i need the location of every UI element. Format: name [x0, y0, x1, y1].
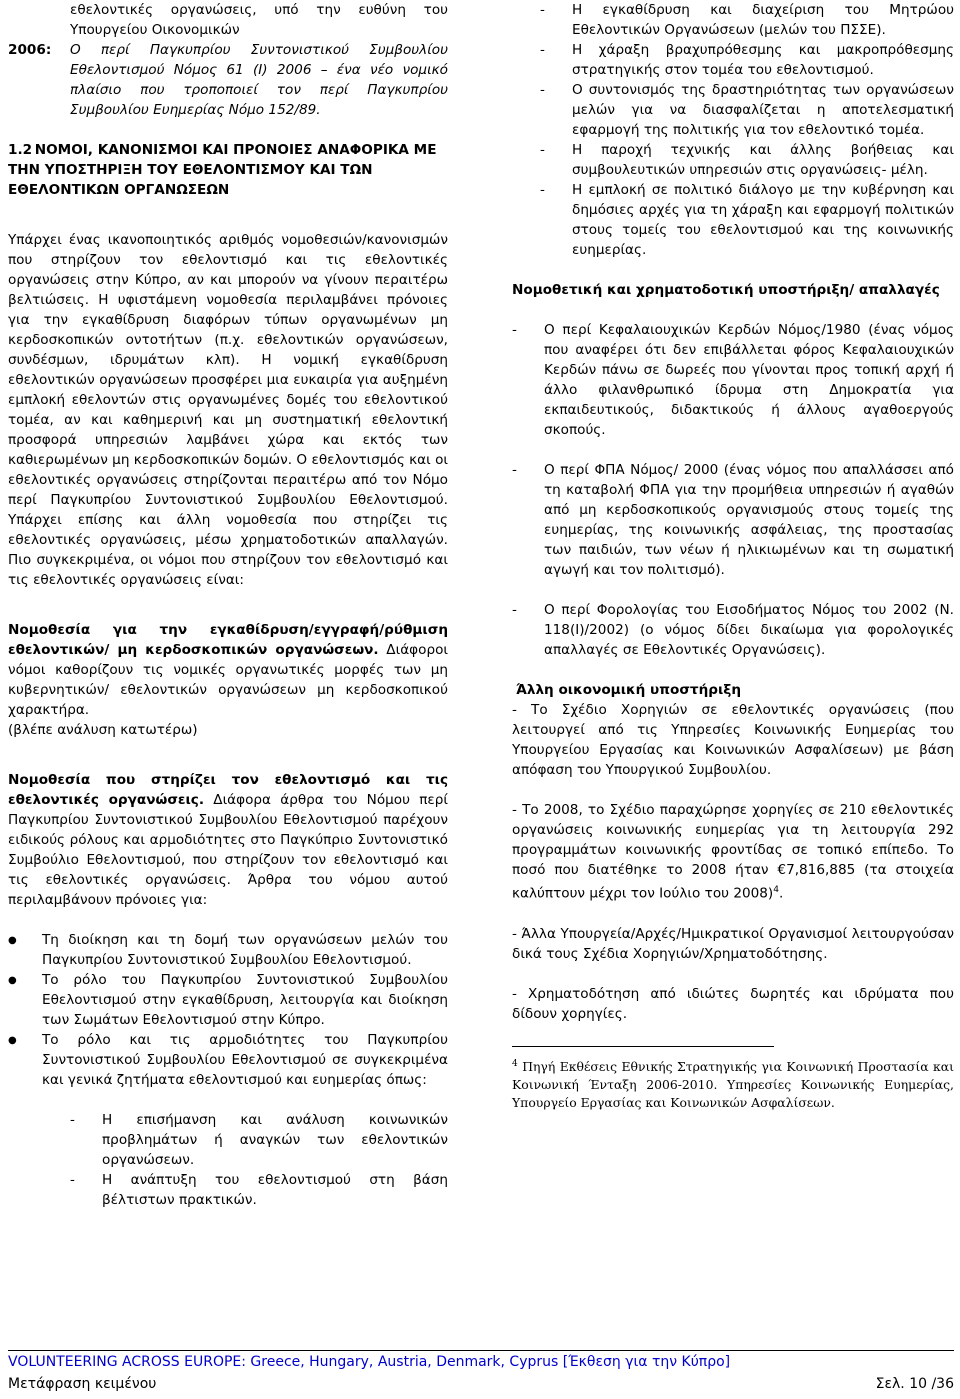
section-title: ΝΟΜΟΙ, ΚΑΝΟΝΙΣΜΟΙ ΚΑΙ ΠΡΟΝΟΙΕΣ ΑΝΑΦΟΡΙΚΑ ΜΕ ΤΗΝ ΥΠΟΣΤΗΡΙΞΗ ΤΟΥ ΕΘΕΛΟΝΤΙΣΜΟΥ ΚΑΙ ΤΩΝ ΕΘΕΛΟΝΤΙΚΩΝ ΟΡΓΑΝΩΣΕΩΝ — [8, 142, 437, 198]
footer-title: VOLUNTEERING ACROSS EUROPE: Greece, Hungary, Austria, Denmark, Cyprus [Έκθεση για την Κύπρο] — [8, 1354, 731, 1370]
list-item: - Ο περί ΦΠΑ Νόμος/ 2000 (ένας νόμος που απαλλάσσει από τη καταβολή ΦΠΑ για την προμήθεια υπηρεσιών ή αγαθών από μη κερδοσκοπικούς οργανισμούς στους τομείς της ευημερίας, της κοινωνικής ασφάλειας, της προστασίας των παιδιών, των νέων ή ηλικιωμένων και τη σωματική αγωγή και τον πολιτισμό). — [512, 462, 954, 578]
list-item: - Η εμπλοκή σε πολιτικό διάλογο με την κυβέρνηση και δημόσιες αρχές για τη χάραξη και εφαρμογή πολιτικών στους τομείς του εθελοντισμού και της κοινωνικής ευημερίας. — [540, 182, 954, 258]
legislation1-text: Διάφοροι νόμοι καθορίζουν τις νομικές οργανωτικές μορφές των μη κυβερνητικών/ εθελοντικών οργανώσεων μη κερδοσκοπικού χαρακτήρα. — [8, 642, 448, 718]
bullet-icon: ● — [8, 1035, 17, 1046]
footnote-separator — [512, 1046, 774, 1047]
entry-2006-label: 2006: — [8, 42, 52, 58]
other-para: - Άλλα Υπουργεία/Αρχές/Ημικρατικοί Οργανισμοί λειτουργούσαν δικά τους Σχέδια Χορηγιών/Χρηματοδότησης. — [512, 925, 954, 962]
dash-icon: - — [540, 182, 545, 198]
legislation2-text: Διάφορα άρθρα του Νόμου περί Παγκυπρίου Συντονιστικού Συμβουλίου Εθελοντισμού παρέχουν ειδικούς ρόλους και αρμοδιότητες στο Παγκύπριο Συντονιστικό Συμβούλιο Εθελοντισμού, που στηρίζουν τον εθελοντισμό και τις εθελοντικές οργανώσεις. Άρθρα του νόμου αυτού περιλαμβάνουν πρόνοιες για: — [8, 792, 448, 908]
entry-2006-text: Ο περί Παγκυπρίου Συντονιστικού Συμβουλίου Εθελοντισμού Νόμος 61 (I) 2006 – ένα νέο νομικό πλαίσιο που τροποποιεί τον περί Παγκυπρίου Συμβουλίου Ευημερίας Νόμο 152/89. — [70, 42, 448, 118]
legislation2-heading: Νομοθεσία που στηρίζει τον εθελοντισμό και τις εθελοντικές οργανώσεις. — [8, 772, 448, 808]
bullet-icon: ● — [8, 935, 17, 946]
list-item: - Η χάραξη βραχυπρόθεσμης και μακροπρόθεσμης στρατηγικής στον τομέα του εθελοντισμού. — [540, 42, 954, 78]
legislation2-block — [8, 770, 448, 910]
other-para: - Το 2008, το Σχέδιο παραχώρησε χορηγίες σε 210 εθελοντικές οργανώσεις κοινωνικής ευημερίας για τη λειτουργία 292 προγραμμάτων κοινωνικής φροντίδας σε τοπικό επίπεδο. Το ποσό που διατέθηκε το 2008 ήταν €7,816,885 (τα στοιχεία καλύπτουν μέχρι τον Ιούλιο του 2008)$^4$. — [512, 802, 954, 902]
list-item: - Η εγκαθίδρυση και διαχείριση του Μητρώου Εθελοντικών Οργανώσεων (μελών του ΠΣΣΕ). — [540, 2, 954, 38]
footnote-reference: 4 — [773, 885, 779, 895]
footer-row — [8, 1373, 954, 1395]
intro-paragraph: Υπάρχει ένας ικανοποιητικός αριθμός νομοθεσιών/κανονισμών που στηρίζουν τον εθελοντισμό και τις εθελοντικές οργανώσεις στην Κύπρο, αν και μπορούν να γίνουν περαιτέρω βελτιώσεις. Η υφιστάμενη νομοθεσία περιλαμβάνει πρόνοιες για την εγκαθίδρυση διαφόρων τύπων οργανωμένων μη κερδοσκοπικών οντοτήτων (π.χ. εθελοντικών οργανώσεων, συνδέσμων, ιδρυμάτων κλπ). Η νομική εγκαθίδρυση εθελοντικών οργανώσεων προσφέρει μια ευκαιρία για αυξημένη εμπλοκή εθελοντών στις οργανωμένες δομές του εθελοντικού τομέα, αν και καθημερινή και μη συστηματική εθελοντική προσφορά υπηρεσιών λαμβάνει χώρα και εκτός των καθιερωμένων μη κερδοσκοπικών δομών. Ο εθελοντισμός και οι εθελοντικές οργανώσεις στηρίζονται περαιτέρω από τον Νόμο περί Παγκυπρίου Συντονιστικού Συμβουλίου Εθελοντισμού. Υπάρχει επίσης και άλλη νομοθεσία που στηρίζει τις εθελοντικές οργανώσεις, μέσω χρηματοδοτικών απαλλαγών. Πιο συγκεκριμένα, οι νόμοι που στηρίζουν τον εθελοντισμό και τις εθελοντικές οργανώσεις είναι: — [8, 232, 448, 588]
dash-icon: - — [512, 602, 517, 618]
left-column — [8, 0, 448, 1210]
other-para: - Το Σχέδιο Χορηγιών σε εθελοντικές οργανώσεις (που λειτουργεί από τις Υπηρεσίες Κοινωνικής Ευημερίας του Υπουργείου Εργασίας και Κοινωνικών Ασφαλίσεων) με βάση απόφαση του Υπουργικού Συμβουλίου. — [512, 702, 954, 778]
entry-2006 — [8, 40, 448, 120]
other-para: - Χρηματοδότηση από ιδιώτες δωρητές και ιδρύματα που δίδουν χορηγίες. — [512, 985, 954, 1022]
page-number: Σελ. 10 /36 — [875, 1376, 954, 1392]
footer-subtitle: Μετάφραση κειμένου — [8, 1376, 157, 1392]
legislation1-heading: Νομοθεσία για την εγκαθίδρυση/εγγραφή/ρύθμιση εθελοντικών/ μη κερδοσκοπικών οργανώσεων. — [8, 622, 448, 658]
footnote-number: 4 — [512, 1058, 518, 1069]
dash-icon: - — [540, 2, 545, 18]
right-column — [512, 0, 954, 1112]
list-item: - Ο συντονισμός της δραστηριότητας των οργανώσεων μελών για να διασφαλίζεται η αποτελεσματική εφαρμογή της πολιτικής για τον εθελοντικό τομέα. — [540, 82, 954, 138]
list-item: ● Τη διοίκηση και τη δομή των οργανώσεων μελών του Παγκυπρίου Συντονιστικού Συμβουλίου Εθελοντισμού. — [8, 932, 448, 968]
bullet-icon: ● — [8, 975, 17, 986]
other-heading: Άλλη οικονομική υποστήριξη — [516, 682, 742, 698]
dash-icon: - — [70, 1112, 75, 1128]
list-item: - Η παροχή τεχνικής και άλλης βοήθειας και συμβουλευτικών υπηρεσιών στις οργανώσεις- μέλη. — [540, 142, 954, 178]
dash-icon: - — [540, 82, 545, 98]
dash-icon: - — [540, 142, 545, 158]
dash-icon: - — [512, 462, 517, 478]
list-item: ● Το ρόλο του Παγκυπρίου Συντονιστικού Συμβουλίου Εθελοντισμού στην εγκαθίδρυση, λειτουργία και διοίκηση των Σωμάτων Εθελοντισμού στην Κύπρο. — [8, 972, 448, 1028]
list-item: - Η ανάπτυξη του εθελοντισμού στη βάση βέλτιστων πρακτικών. — [70, 1172, 448, 1208]
tax-heading: Νομοθετική και χρηματοδοτική υποστήριξη/ απαλλαγές — [512, 282, 940, 298]
legislation1-block — [8, 620, 448, 720]
footnote: $^4$ Πηγή Εκθέσεις Εθνικής Στρατηγικής για Κοινωνική Προστασία και Κοινωνική Ένταξη 2006-2010. Υπηρεσίες Κοινωνικής Ευημερίας, Υπουργείο Εργασίας και Κοινωνικών Ασφαλίσεων. — [512, 1058, 954, 1110]
list-item: ● Το ρόλο και τις αρμοδιότητες του Παγκυπρίου Συντονιστικού Συμβουλίου Εθελοντισμού σε συγκεκριμένα και γενικά ζητήματα εθελοντισμού και ευημερίας όπως: — [8, 1032, 448, 1088]
list-item: - Η επισήμανση και ανάλυση κοινωνικών προβλημάτων ή αναγκών των εθελοντικών οργανώσεων. — [70, 1112, 448, 1168]
section-number: 1.2 — [8, 142, 33, 158]
dash-icon: - — [540, 42, 545, 58]
legislation1-note: (βλέπε ανάλυση κατωτέρω) — [8, 722, 198, 738]
page-footer — [8, 1350, 954, 1395]
dash-icon: - — [512, 322, 517, 338]
section-heading — [8, 140, 448, 200]
top-entry-continuation: εθελοντικές οργανώσεις, υπό την ευθύνη του Υπουργείου Οικονομικών — [70, 2, 448, 38]
list-item: - Ο περί Κεφαλαιουχικών Κερδών Νόμος/1980 (ένας νόμος που αναφέρει ότι δεν επιβάλλεται φόρος Κεφαλαιουχικών Κερδών πάνω σε δωρεές που γίνονται προς τοπική αρχή ή άλλο φιλανθρωπικό ίδρυμα στη Δημοκρατία για εκπαιδευτικούς, διδακτικούς ή άλλους αγαθοεργούς σκοπούς. — [512, 322, 954, 438]
list-item: - Ο περί Φορολογίας του Εισοδήματος Νόμος του 2002 (Ν. 118(I)/2002) (ο νόμος δίδει δικαίωμα για φορολογικές απαλλαγές σε Εθελοντικές Οργανώσεις). — [512, 602, 954, 658]
dash-icon: - — [70, 1172, 75, 1188]
